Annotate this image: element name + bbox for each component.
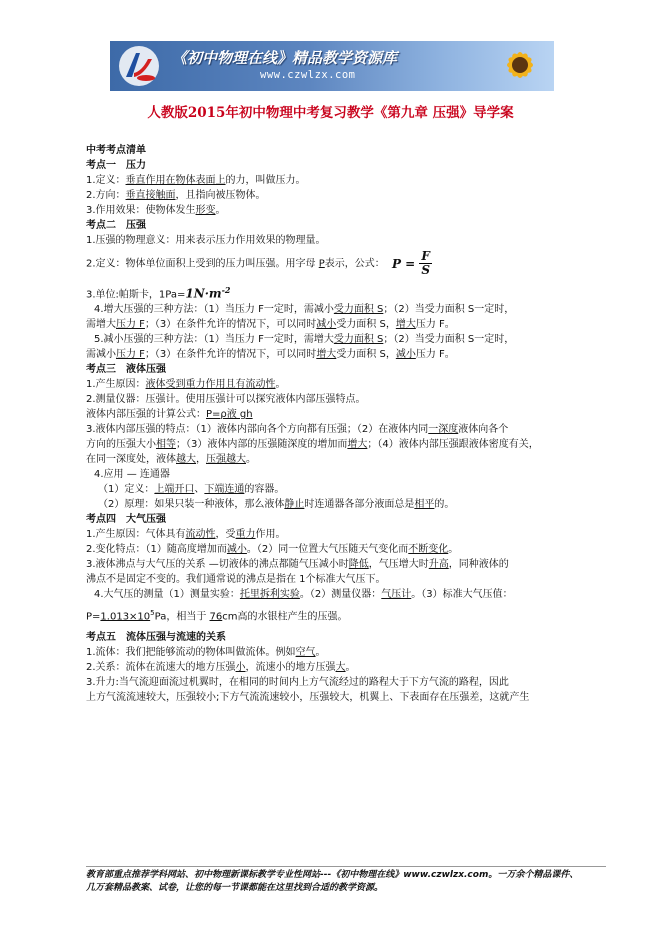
banner-title: 《初中物理在线》精品教学资源库 xyxy=(172,49,398,67)
sunflower-icon xyxy=(490,43,548,89)
paragraph: 3.单位:帕斯卡，$1Pa=1N\cdot m^{-2}$ xyxy=(86,285,231,301)
paragraph: 4.增大压强的三种方法：（1）当压力 F一定时，需减小受力面积 S；（2）当受力面积 S一定时， xyxy=(94,304,515,315)
paragraph: 2.关系：流体在流速大的地方压强小，流速小的地方压强大。 xyxy=(86,662,356,673)
header-banner xyxy=(110,41,554,91)
paragraph: 液体内部压强的计算公式：P=ρ液 gh xyxy=(86,409,253,420)
paragraph: 2.变化特点：（1）随高度增加而减小。（2）同一位置大气压随天气变化而不断变化。 xyxy=(86,544,459,555)
paragraph: 2.定义：物体单位面积上受到的压力叫压强。用字母 P表示，公式： P = $\frac{F}{S}$ xyxy=(86,249,430,277)
document-body xyxy=(86,143,606,705)
paragraph: 4.大气压的测量（1）测量实验：托里拆利实验。（2）测量仪器：气压计。（3）标准大气压值： xyxy=(94,589,513,600)
paragraph: （1）定义：上端开口、下端连通的容器。 xyxy=(98,484,285,495)
topic-name: 压力 xyxy=(126,160,146,171)
paragraph: （2）原理：如果只装一种液体，那么液体静止时连通器各部分液面总是相平的。 xyxy=(98,499,455,510)
topic-number: 考点三 xyxy=(86,364,116,375)
paragraph: 1.压强的物理意义：用来表示压力作用效果的物理量。 xyxy=(86,235,326,246)
topic-name: 大气压强 xyxy=(126,514,166,525)
topic-number: 考点二 xyxy=(86,220,116,231)
paragraph: 3.作用效果：使物体发生形变。 xyxy=(86,205,226,216)
paragraph: 上方气流流速较大，压强较小;下方气流流速较小，压强较大，机翼上、下表面存在压强差，这就产生 xyxy=(86,692,530,703)
topic-3-heading xyxy=(86,362,606,377)
topic-name: 流体压强与流速的关系 xyxy=(126,632,226,643)
page-footer xyxy=(86,866,606,895)
document-title: 人教版2015年初中物理中考复习教学《第九章 压强》导学案 xyxy=(147,105,514,121)
paragraph: $P=1.013\times 10^5Pa$，相当于 76cm高的水银柱产生的压强。 xyxy=(86,609,348,623)
section-heading: 中考考点清单 xyxy=(86,145,146,156)
footer-line: 几万套精品教案、试卷，让您的每一节课都能在这里找到合适的教学资源。 xyxy=(86,883,384,893)
paragraph: 方向的压强大小相等；（3）液体内部的压强随深度的增加而增大；（4）液体内部压强跟液体密度有关， xyxy=(86,439,539,450)
paragraph: 1.产生原因：液体受到重力作用且有流动性。 xyxy=(86,379,286,390)
paragraph: 4.应用 — 连通器 xyxy=(94,469,170,480)
paragraph: 1.流体：我们把能够流动的物体叫做流体。例如空气。 xyxy=(86,647,326,658)
paragraph: 5.减小压强的三种方法：（1）当压力 F一定时，需增大受力面积 S；（2）当受力面积 S一定时， xyxy=(94,334,515,345)
topic-1-heading xyxy=(86,158,606,173)
site-logo-icon xyxy=(118,45,160,87)
topic-number: 考点一 xyxy=(86,160,116,171)
paragraph: 需减小压力 F；（3）在条件允许的情况下，可以同时增大受力面积 S，减小压力 F。 xyxy=(86,349,455,360)
topic-name: 液体压强 xyxy=(126,364,166,375)
topic-2-heading xyxy=(86,218,606,233)
paragraph: 沸点不是固定不变的。我们通常说的沸点是指在 1个标准大气压下。 xyxy=(86,574,386,585)
paragraph: 3.液体内部压强的特点：（1）液体内部向各个方向都有压强；（2）在液体内同一深度液体向各个 xyxy=(86,424,509,435)
paragraph: 2.测量仪器：压强计。使用压强计可以探究液体内部压强特点。 xyxy=(86,394,366,405)
topic-number: 考点五 xyxy=(86,632,116,643)
paragraph: 在同一深度处，液体越大，压强越大。 xyxy=(86,454,256,465)
pressure-formula: P = $\frac{F}{S}$ xyxy=(391,249,430,277)
paragraph: 1.定义：垂直作用在物体表面上的力，叫做压力。 xyxy=(86,175,306,186)
paragraph: 2.方向：垂直接触面，且指向被压物体。 xyxy=(86,190,266,201)
paragraph: 1.产生原因：气体具有流动性，受重力作用。 xyxy=(86,529,286,540)
paragraph: 3.液体沸点与大气压的关系 —切液体的沸点都随气压减小时降低，气压增大时升高，同种液体的 xyxy=(86,559,509,570)
banner-url[interactable]: www.czwlzx.com xyxy=(260,69,356,81)
topic-5-heading xyxy=(86,630,606,645)
topic-number: 考点四 xyxy=(86,514,116,525)
paragraph: 3.升力:当气流迎面流过机翼时，在相同的时间内上方气流经过的路程大于下方气流的路程，因此 xyxy=(86,677,509,688)
paragraph: 需增大压力 F；（3）在条件允许的情况下，可以同时减小受力面积 S，增大压力 F。 xyxy=(86,319,455,330)
topic-4-heading xyxy=(86,512,606,527)
topic-name: 压强 xyxy=(126,220,146,231)
footer-line: 教育部重点推荐学科网站、初中物理新课标教学专业性网站---《初中物理在线》www.czwlzx.com。一万余个精品课件、 xyxy=(86,870,579,880)
